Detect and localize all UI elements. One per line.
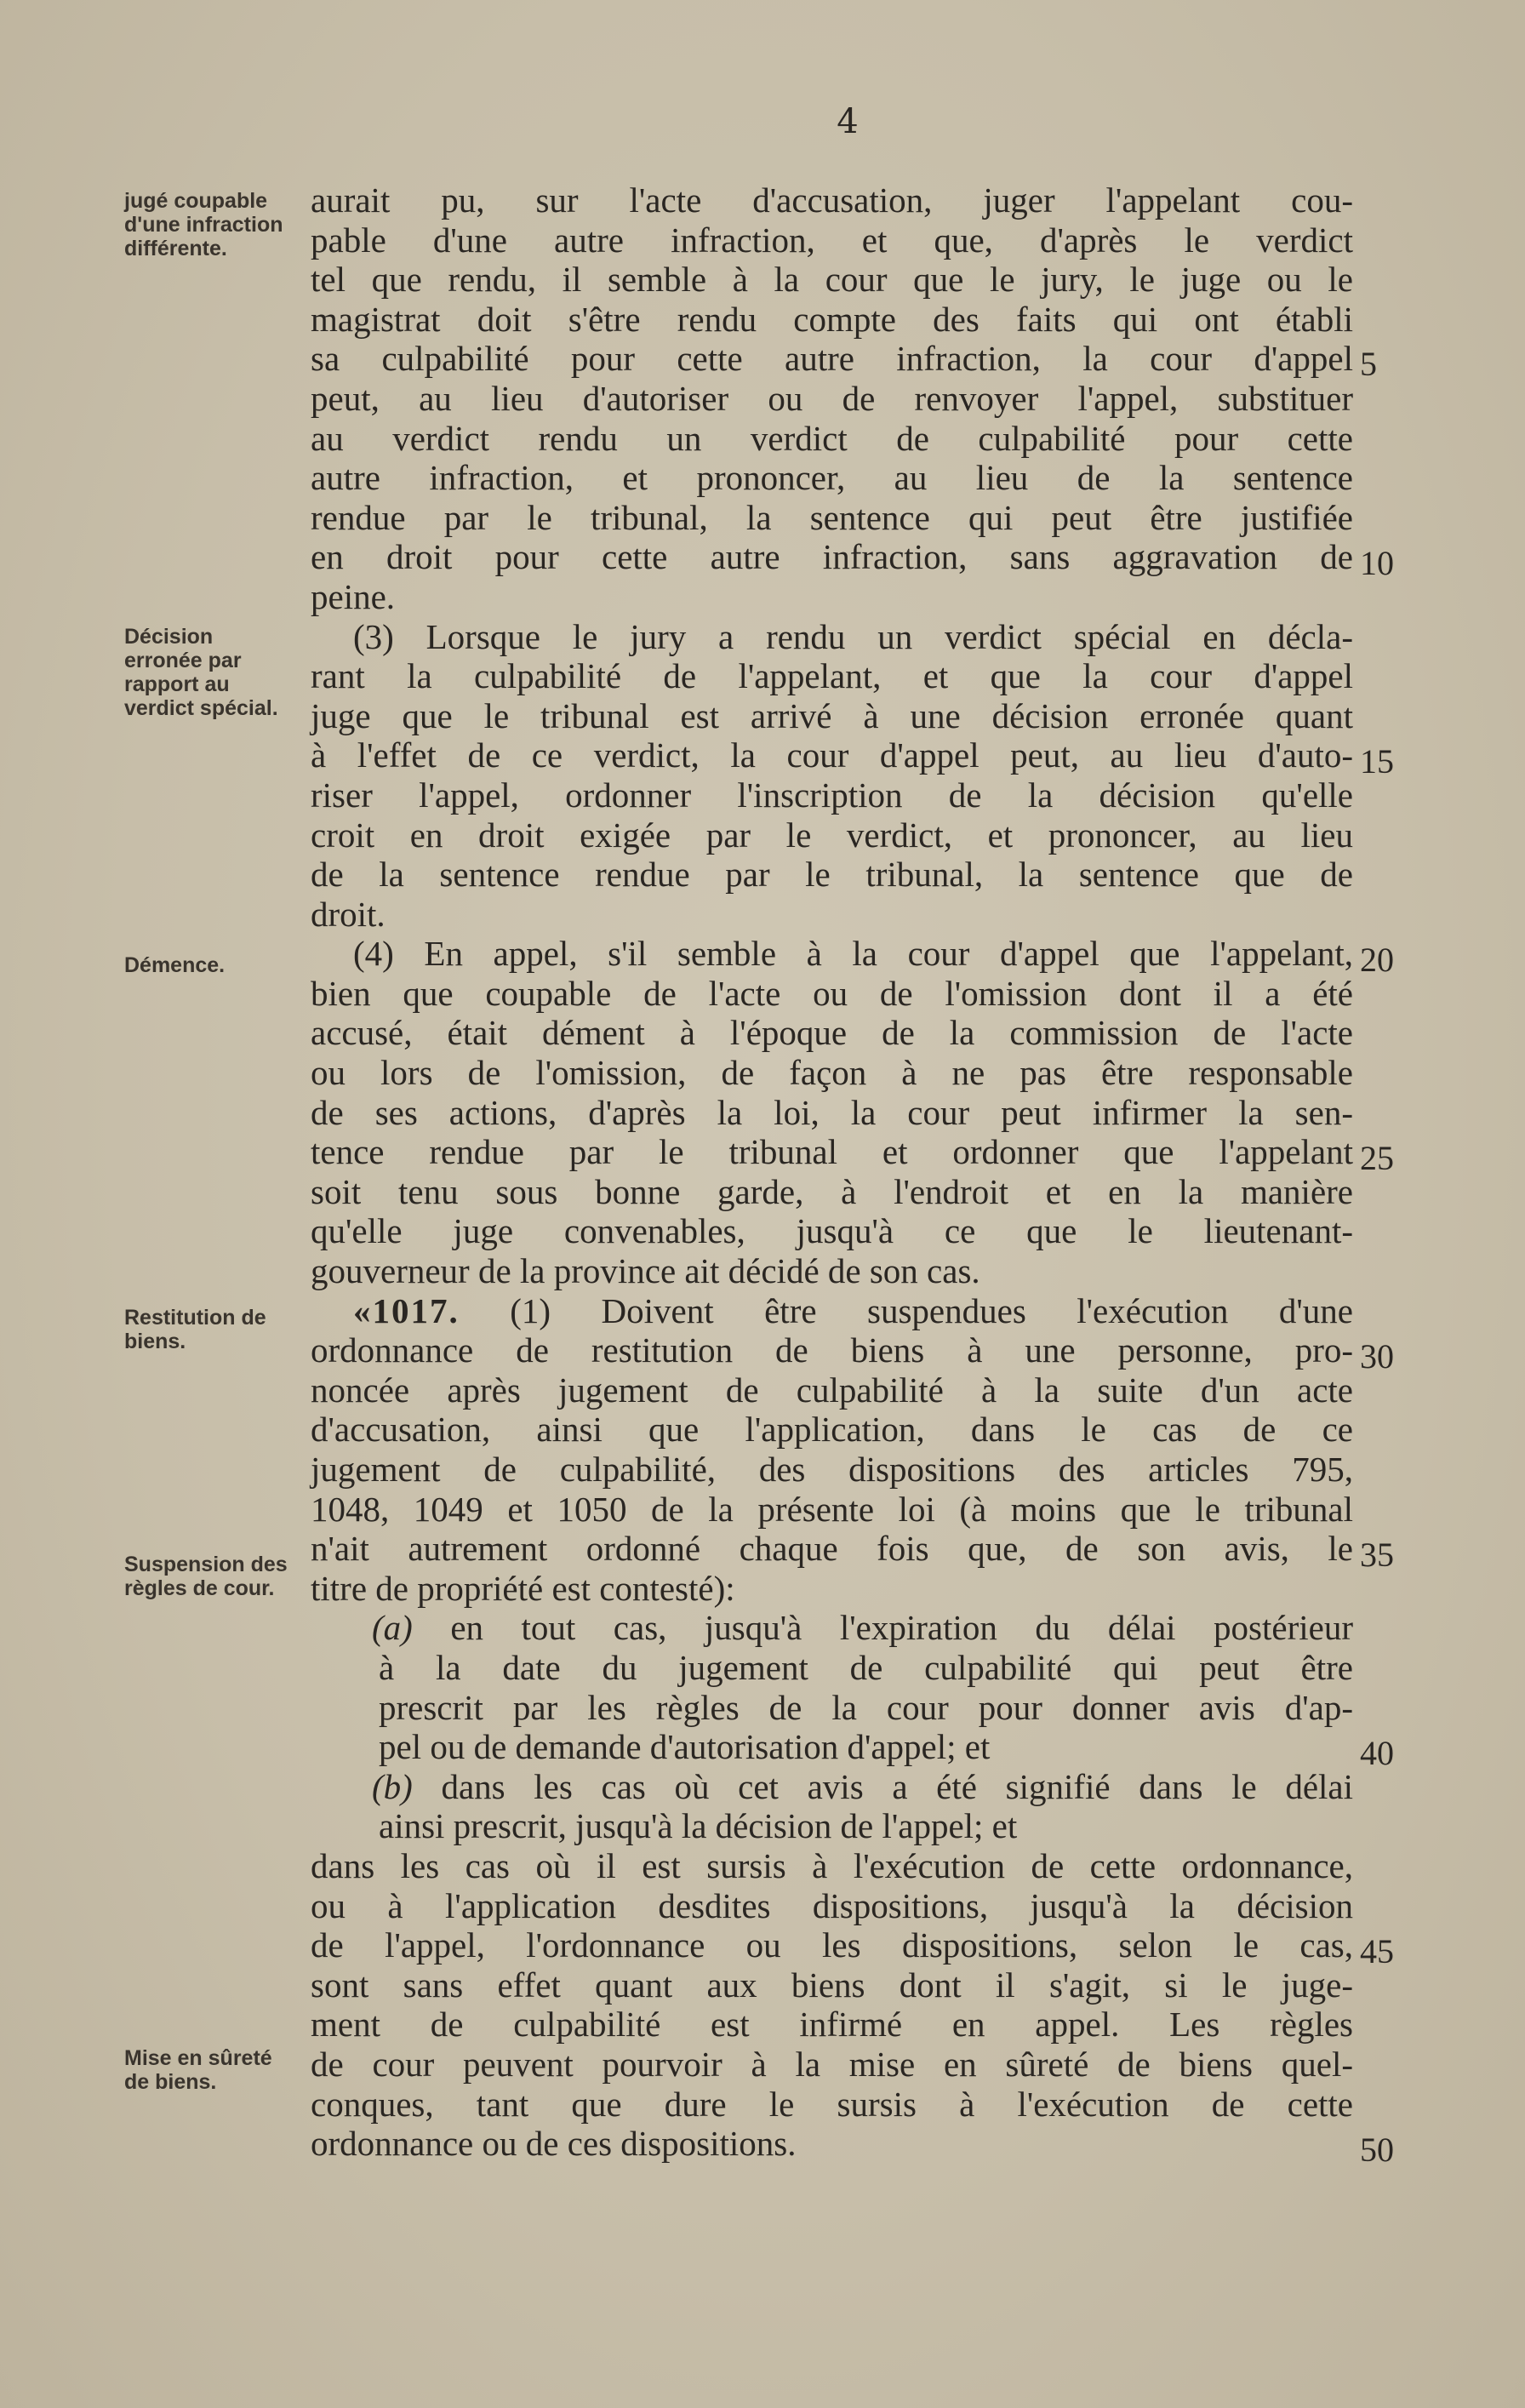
text-line: peut, au lieu d'autoriser ou de renvoyer l'appel, substituer: [311, 378, 1353, 418]
text-line: [311, 1767, 1353, 1807]
text-line: à la date du jugement de culpabilité qui peut être: [379, 1647, 1353, 1687]
body-text: [311, 180, 1353, 2164]
text-line: accusé, était dément à l'époque de la commission de l'acte: [311, 1013, 1353, 1053]
text-line: à l'effet de ce verdict, la cour d'appel peut, au lieu d'auto-: [311, 735, 1353, 775]
item-b-marker: (b): [372, 1766, 413, 1806]
line-number-10: 10: [1360, 544, 1394, 582]
text-line: (4) En appel, s'il semble à la cour d'appel que l'appelant,: [353, 934, 1353, 974]
item-b-text: dans les cas où cet avis a été signifié dans le délai: [412, 1766, 1353, 1806]
text-line: bien que coupable de l'acte ou de l'omission dont il a été: [311, 973, 1353, 1013]
text-line: de l'appel, l'ordonnance ou les dispositions, selon le cas,: [311, 1925, 1353, 1965]
text-line: magistrat doit s'être rendu compte des faits qui ont établi: [311, 299, 1353, 339]
text-line: rendue par le tribunal, la sentence qui peut être justifiée: [311, 497, 1353, 537]
text-line: [311, 1608, 1353, 1648]
text-line: tence rendue par le tribunal et ordonner que l'appelant: [311, 1132, 1353, 1172]
line-number-5: 5: [1360, 345, 1377, 383]
text-line: de la sentence rendue par le tribunal, la sentence que de: [311, 855, 1353, 895]
text-line: ou à l'application desdites dispositions, jusqu'à la décision: [311, 1885, 1353, 1925]
text-line: au verdict rendu un verdict de culpabilité pour cette: [311, 418, 1353, 458]
line-number-40: 40: [1360, 1734, 1394, 1772]
item-a-marker: (a): [372, 1608, 413, 1648]
text-line: peine.: [311, 576, 396, 616]
item-a-text: en tout cas, jusqu'à l'expiration du délai postérieur: [412, 1608, 1353, 1648]
text-line: soit tenu sous bonne garde, à l'endroit et en la manière: [311, 1171, 1353, 1211]
text-line: 1048, 1049 et 1050 de la présente loi (à moins que le tribunal: [311, 1489, 1353, 1529]
text-line: dans les cas où il est sursis à l'exécution de cette ordonnance,: [311, 1845, 1353, 1885]
text-line: de cour peuvent pourvoir à la mise en sûreté de biens quel-: [311, 2044, 1353, 2084]
text-line: ment de culpabilité est infirmé en appel. Les règles: [311, 2005, 1353, 2045]
margin-note-jugement-different: jugé coupable d'une infraction différente.: [124, 189, 283, 260]
text-line: juge que le tribunal est arrivé à une décision erronée quant: [311, 695, 1353, 735]
text-line: d'accusation, ainsi que l'application, dans le cas de ce: [311, 1410, 1353, 1450]
text-line: croit en droit exigée par le verdict, et prononcer, au lieu: [311, 815, 1353, 855]
text-line: titre de propriété est contesté):: [311, 1568, 735, 1608]
line-number-35: 35: [1360, 1536, 1394, 1574]
text-line: qu'elle juge convenables, jusqu'à ce que le lieutenant-: [311, 1211, 1353, 1251]
page-number: 4: [837, 102, 859, 141]
margin-note-suspension: Suspension des règles de cour.: [124, 1553, 288, 1600]
text-line: pable d'une autre infraction, et que, d'après le verdict: [311, 220, 1353, 260]
text-line: [311, 1291, 1353, 1331]
text-line: autre infraction, et prononcer, au lieu de la sentence: [311, 458, 1353, 498]
text-line: gouverneur de la province ait décidé de son cas.: [311, 1251, 980, 1291]
text-line: riser l'appel, ordonner l'inscription de la décision qu'elle: [311, 775, 1353, 815]
margin-note-demence: Démence.: [124, 953, 226, 977]
text-line: ainsi prescrit, jusqu'à la décision de l'appel; et: [379, 1806, 1018, 1846]
text-line: sont sans effet quant aux biens dont il s'agit, si le juge-: [311, 1965, 1353, 2005]
text-line: pel ou de demande d'autorisation d'appel; et: [379, 1727, 991, 1767]
line-number-15: 15: [1360, 742, 1394, 781]
text-line: ou lors de l'omission, de façon à ne pas être responsable: [311, 1053, 1353, 1093]
text-line: n'ait autrement ordonné chaque fois que, de son avis, le: [311, 1529, 1353, 1569]
article-text: (1) Doivent être suspendues l'exécution d'une: [510, 1290, 1353, 1330]
article-number: «1017.: [353, 1290, 460, 1330]
text-line: droit.: [311, 894, 386, 934]
text-line: (3) Lorsque le jury a rendu un verdict spécial en décla-: [353, 616, 1353, 656]
margin-note-mise-en-surete: Mise en sûreté de biens.: [124, 2046, 272, 2094]
margin-note-restitution: Restitution de biens.: [124, 1306, 266, 1353]
text-line: en droit pour cette autre infraction, sans aggravation de: [311, 537, 1353, 577]
text-line: rant la culpabilité de l'appelant, et que la cour d'appel: [311, 656, 1353, 696]
line-number-50: 50: [1360, 2131, 1394, 2169]
text-line: jugement de culpabilité, des dispositions des articles 795,: [311, 1450, 1353, 1489]
text-line: conques, tant que dure le sursis à l'exécution de cette: [311, 2084, 1353, 2124]
line-number-30: 30: [1360, 1337, 1394, 1376]
text-line: sa culpabilité pour cette autre infraction, la cour d'appel: [311, 339, 1353, 379]
text-line: prescrit par les règles de la cour pour donner avis d'ap-: [379, 1687, 1353, 1727]
line-number-20: 20: [1360, 941, 1394, 979]
text-line: ordonnance ou de ces dispositions.: [311, 2124, 797, 2164]
line-number-25: 25: [1360, 1139, 1394, 1177]
text-line: de ses actions, d'après la loi, la cour peut infirmer la sen-: [311, 1092, 1353, 1132]
text-line: tel que rendu, il semble à la cour que le jury, le juge ou le: [311, 260, 1353, 300]
line-number-45: 45: [1360, 1932, 1394, 1970]
text-line: ordonnance de restitution de biens à une personne, pro-: [311, 1330, 1353, 1370]
margin-note-decision-erronee: Décision erronée par rapport au verdict spécial.: [124, 625, 278, 720]
text-line: noncée après jugement de culpabilité à la suite d'un acte: [311, 1370, 1353, 1410]
text-line: aurait pu, sur l'acte d'accusation, juger l'appelant cou-: [311, 180, 1353, 220]
